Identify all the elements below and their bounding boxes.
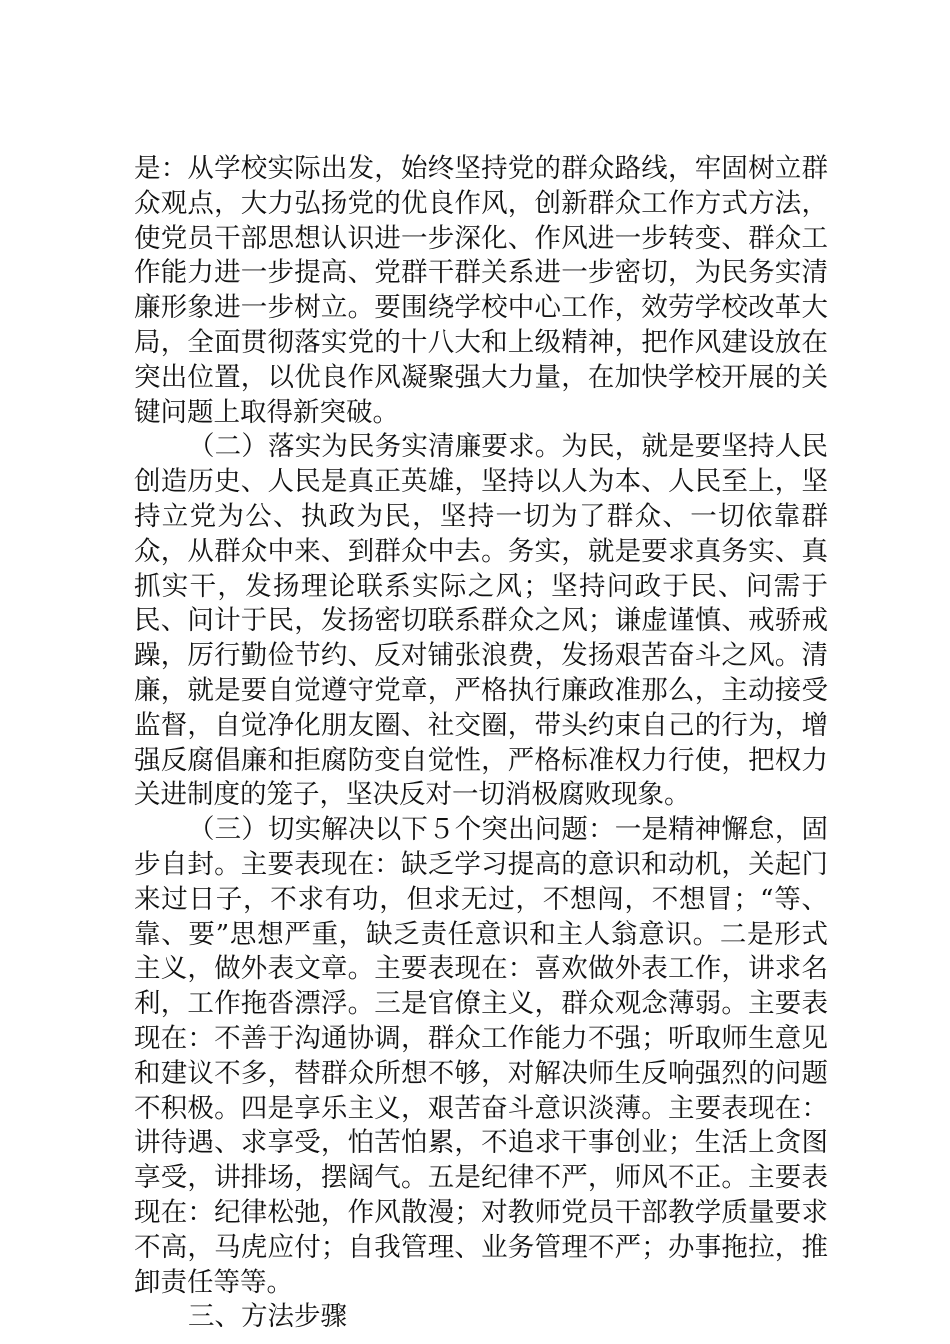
paragraph-section-2: （二）落实为民务实清廉要求。为民，就是要坚持人民创造历史、人民是真正英雄，坚持以人为本、人民至上，坚持立党为公、执政为民，坚持一切为了群众、一切依靠群众，从群众中来、到群众中去。务实，就是要求真务实、真抓实干，发扬理论联系实际之风；坚持问政于民、问需于民、问计于民，发扬密切联系群众之风；谦虚谨慎、戒骄戒躁，厉行勤俭节约、反对铺张浪费，发扬艰苦奋斗之风。清廉，就是要自觉遵守党章，严格执行廉政准那么，主动接受监督，自觉净化朋友圈、社交圈，带头约束自己的行为，增强反腐倡廉和拒腐防变自觉性，严格标准权力行使，把权力关进制度的笼子，坚决反对一切消极腐败现象。 xyxy=(134,431,828,811)
paragraph-section-3: （三）切实解决以下５个突出问题：一是精神懈怠，固步自封。主要表现在：缺乏学习提高的意识和动机，关起门来过日子，不求有功，但求无过，不想闯，不想冒；“等、靠、要”思想严重，缺乏责任意识和主人翁意识。二是形式主义，做外表文章。主要表现在：喜欢做外表工作，讲求名利，工作拖沓漂浮。三是官僚主义，群众观念薄弱。主要表现在：不善于沟通协调，群众工作能力不强；听取师生意见和建议不多，替群众所想不够，对解决师生反响强烈的问题不积极。四是享乐主义，艰苦奋斗意识淡薄。主要表现在：讲待遇、求享受，怕苦怕累，不追求干事创业；生活上贪图享受，讲排场，摆阔气。五是纪律不严，师风不正。主要表现在：纪律松弛，作风散漫；对教师党员干部教学质量要求不高，马虎应付；自我管理、业务管理不严；办事拖拉，推卸责任等等。 xyxy=(134,814,828,1298)
paragraph-continuation: 是：从学校实际出发，始终坚持党的群众路线，牢固树立群众观点，大力弘扬党的优良作风，创新群众工作方式方法，使党员干部思想认识进一步深化、作风进一步转变、群众工作能力进一步提高、党群干群关系进一步密切，为民务实清廉形象进一步树立。要围绕学校中心工作，效劳学校改革大局，全面贯彻落实党的十八大和上级精神，把作风建设放在突出位置，以优良作风凝聚强大力量，在加快学校开展的关键问题上取得新突破。 xyxy=(134,153,828,428)
section-heading-methods: 三、方法步骤 xyxy=(188,1301,347,1333)
document-body xyxy=(134,152,828,1335)
